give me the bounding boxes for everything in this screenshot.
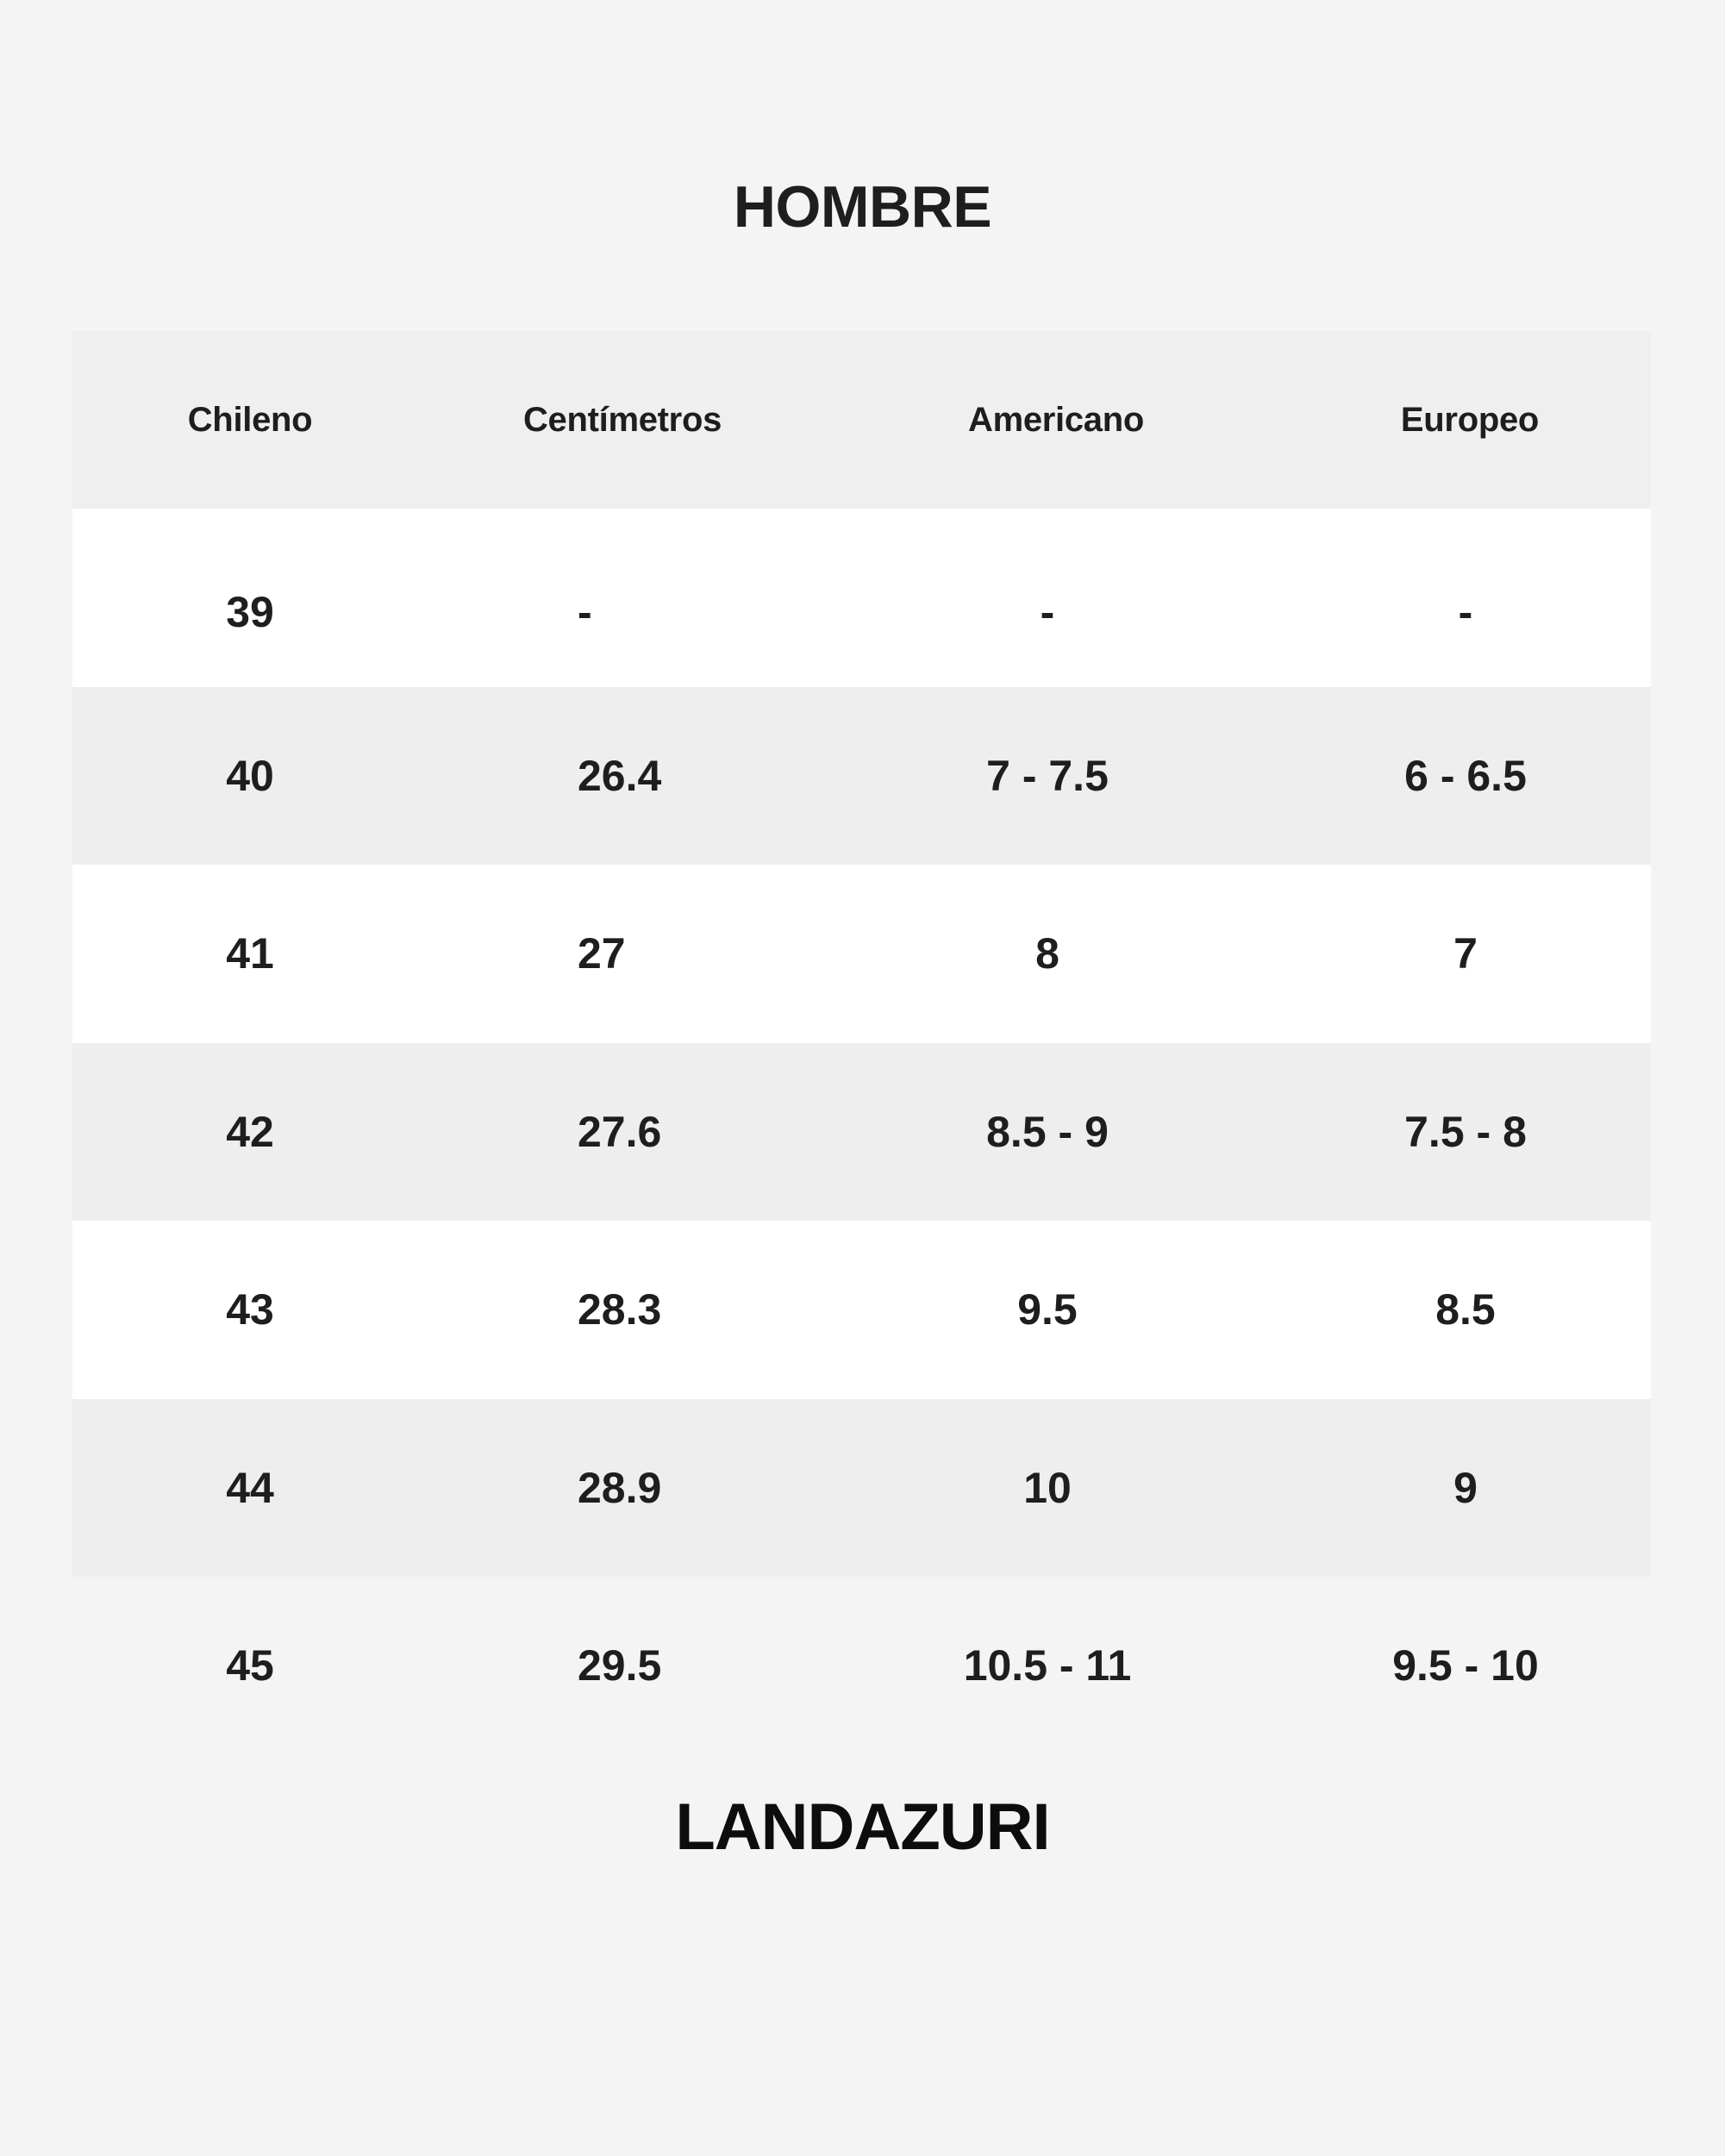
cell-europeo: - bbox=[1458, 588, 1473, 637]
brand-logo: LANDAZURI bbox=[675, 1790, 1050, 1864]
cell-chileno: 42 bbox=[226, 1107, 274, 1156]
cell-europeo: 9.5 - 10 bbox=[1392, 1641, 1539, 1690]
table-row bbox=[72, 687, 1651, 866]
cell-americano: 8 bbox=[1035, 929, 1059, 978]
column-header-americano: Americano bbox=[967, 400, 1145, 439]
cell-europeo: 6 - 6.5 bbox=[1404, 751, 1527, 800]
cell-centimetros: 29.5 bbox=[578, 1641, 662, 1690]
table-row bbox=[72, 509, 1651, 687]
cell-chileno: 41 bbox=[226, 929, 274, 978]
cell-centimetros: 27 bbox=[578, 929, 626, 978]
size-chart-table bbox=[72, 331, 1651, 1755]
cell-americano: - bbox=[1040, 588, 1055, 637]
cell-chileno: 43 bbox=[226, 1285, 274, 1334]
cell-americano: 10.5 - 11 bbox=[963, 1641, 1132, 1690]
cell-europeo: 9 bbox=[1453, 1463, 1478, 1512]
column-header-centimetros: Centímetros bbox=[522, 400, 722, 439]
cell-centimetros: 26.4 bbox=[578, 751, 662, 800]
cell-chileno: 39 bbox=[226, 588, 274, 637]
column-header-chileno: Chileno bbox=[187, 400, 313, 439]
table-row bbox=[72, 1221, 1651, 1399]
cell-chileno: 45 bbox=[226, 1641, 274, 1690]
cell-centimetros: 28.3 bbox=[578, 1285, 662, 1334]
table-row bbox=[72, 865, 1651, 1043]
cell-americano: 10 bbox=[1023, 1463, 1072, 1512]
cell-chileno: 44 bbox=[226, 1463, 274, 1512]
cell-americano: 8.5 - 9 bbox=[986, 1107, 1109, 1156]
table-row bbox=[72, 1399, 1651, 1578]
cell-americano: 9.5 bbox=[1017, 1285, 1078, 1334]
table-header-row bbox=[72, 331, 1651, 509]
column-header-europeo: Europeo bbox=[1400, 400, 1540, 439]
cell-centimetros: 28.9 bbox=[578, 1463, 662, 1512]
table-row bbox=[72, 1043, 1651, 1222]
cell-centimetros: - bbox=[578, 588, 592, 637]
cell-chileno: 40 bbox=[226, 751, 274, 800]
cell-europeo: 7.5 - 8 bbox=[1404, 1107, 1527, 1156]
table-row bbox=[72, 1577, 1651, 1755]
cell-centimetros: 27.6 bbox=[578, 1107, 662, 1156]
page-title: HOMBRE bbox=[733, 174, 992, 240]
cell-americano: 7 - 7.5 bbox=[986, 751, 1109, 800]
cell-europeo: 7 bbox=[1453, 929, 1478, 978]
cell-europeo: 8.5 bbox=[1435, 1285, 1496, 1334]
